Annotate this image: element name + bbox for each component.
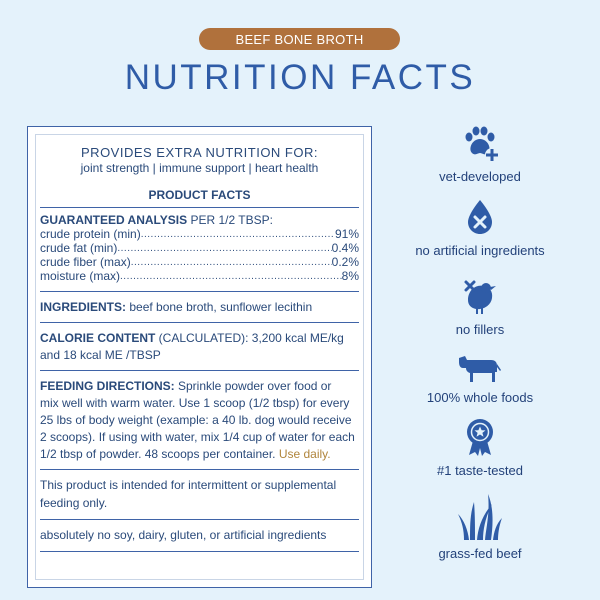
droplet-x-icon: [460, 197, 500, 237]
analysis-row: [40, 242, 359, 255]
provides-heading: PROVIDES EXTRA NUTRITION FOR:: [81, 145, 318, 160]
product-badge: BEEF BONE BROTH: [199, 28, 400, 50]
divider: [40, 551, 359, 552]
feeding-line5: 1/2 tbsp of powder. 48 scoops per container. Use daily.: [40, 447, 331, 461]
feeding-line2: mix well with warm water. Use 1 scoop (1/2 tbsp) for every: [40, 396, 350, 410]
analysis-row: [40, 270, 359, 283]
provides-list: joint strength | immune support | heart health: [80, 161, 319, 175]
feature-grass-fed: [380, 494, 580, 561]
nutrition-card-inner: [35, 134, 364, 580]
analysis-heading-line: [40, 213, 273, 228]
feature-label: no fillers: [455, 322, 505, 337]
ingredients-line: [40, 300, 312, 315]
absolutely-line: absolutely no soy, dairy, gluten, or artificial ingredients: [40, 528, 327, 542]
feature-no-artificial: [380, 197, 580, 258]
analysis-value: 0.4%: [331, 241, 359, 255]
analysis-label: moisture (max): [40, 269, 121, 283]
product-facts-heading: PRODUCT FACTS: [148, 188, 251, 202]
paw-plus-icon: [460, 123, 500, 163]
page-title: NUTRITION FACTS: [124, 58, 476, 97]
divider: [40, 519, 359, 520]
analysis-label: crude protein (min): [40, 227, 141, 241]
feature-label: no artificial ingredients: [415, 243, 545, 258]
analysis-label: crude fiber (max): [40, 255, 131, 269]
calorie-line1: CALORIE CONTENT (CALCULATED): 3,200 kcal ME/kg: [40, 331, 344, 345]
feature-label: grass-fed beef: [438, 546, 522, 561]
award-ribbon-icon: [460, 417, 500, 457]
calorie-line2: and 18 kcal ME /TBSP: [40, 348, 161, 362]
feeding-line3: 25 lbs of body weight (example: a 40 lb. dog would receive: [40, 413, 352, 427]
divider: [40, 207, 359, 208]
analysis-heading: GUARANTEED ANALYSIS: [40, 213, 188, 227]
divider: [40, 370, 359, 371]
nutrition-card: [27, 126, 372, 588]
analysis-row: [40, 256, 359, 269]
calorie-heading: CALORIE CONTENT: [40, 331, 156, 345]
analysis-value: 91%: [334, 227, 359, 241]
ingredients-heading: INGREDIENTS:: [40, 300, 127, 314]
feeding-heading: FEEDING DIRECTIONS:: [40, 379, 175, 393]
analysis-value: 0.2%: [331, 255, 359, 269]
feature-vet-developed: [380, 123, 580, 184]
intermittent-line2: feeding only.: [40, 496, 108, 510]
feature-label: vet-developed: [439, 169, 521, 184]
analysis-value: 8%: [341, 269, 359, 283]
feature-label: #1 taste-tested: [437, 463, 523, 478]
use-daily-highlight: Use daily.: [278, 447, 331, 461]
ingredients-text: beef bone broth, sunflower lecithin: [126, 300, 313, 314]
feature-label: 100% whole foods: [426, 390, 534, 405]
bird-x-icon: [460, 278, 500, 316]
feature-whole-foods: [380, 352, 580, 405]
feature-taste-tested: [380, 417, 580, 478]
feature-no-fillers: [380, 278, 580, 337]
analysis-label: crude fat (min): [40, 241, 118, 255]
divider: [40, 322, 359, 323]
grass-icon: [458, 494, 502, 540]
divider: [40, 469, 359, 470]
analysis-row: [40, 228, 359, 241]
analysis-per: PER 1/2 TBSP:: [187, 213, 273, 227]
feeding-line1: FEEDING DIRECTIONS: Sprinkle powder over food or: [40, 379, 332, 393]
divider: [40, 291, 359, 292]
cow-icon: [457, 352, 503, 384]
feeding-line4: 2 scoops). If using with water, mix 1/4 cup of water for each: [40, 430, 355, 444]
intermittent-line1: This product is intended for intermittent or supplemental: [40, 478, 337, 492]
